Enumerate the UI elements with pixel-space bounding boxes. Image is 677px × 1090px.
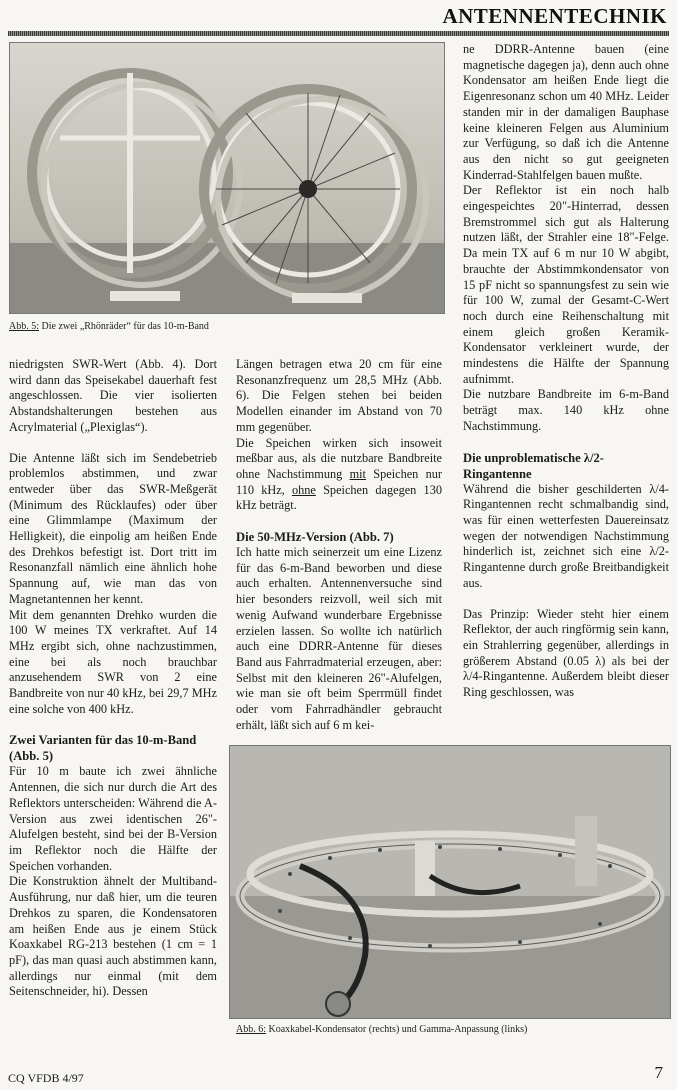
section-heading: Die 50-MHz-Version (Abb. 7): [236, 530, 394, 545]
text-run: Die Speichen wirken sich insoweit meßbar aus, als die nutzbare Bandbreite ohne Nachstimmung: [236, 435, 442, 481]
text-run: Speichen nur 110 kHz,: [236, 466, 442, 497]
paragraph: Ich hatte mich seinerzeit um eine Lizenz für das 6-m-Band beworben und diese auch erhalten. Antennenversuche sind hier besonders reizvoll, weil sich mit wenig Aufwand wunderbare Ergebnisse erzielen lassen. So wollte ich natürlich auch eine DDRR-Antenne für dieses Band aus Fahrradmaterial erzeugen, aber: Selbst mit den kleineren 26"-Alufelgen, wie man sie oft beim Sperrmüll findet oder vom Fahrradhändler gebraucht erhält, läßt sich auf 6 m kei-: [236, 545, 442, 732]
header-rule: [8, 31, 669, 36]
column-2: [236, 357, 442, 733]
paragraph: Die Konstruktion ähnelt der Multiband-Ausführung, nur daß hier, um die teuren Drehkos zu sparen, die Kondensatoren am heißen Ende aus je einem Stück Koaxkabel RG-213 bestehen (1 cm = 1 pF), das man quasi auch abstimmen kann, allerdings nur einmal (mit dem Seitenschneider, hi). Dessen: [9, 874, 217, 999]
underlined-word: mit: [349, 466, 366, 481]
figure-5-text: Die zwei „Rhönräder“ für das 10-m-Band: [39, 321, 209, 332]
figure-6-caption: [236, 1024, 527, 1035]
journal-issue: CQ VFDB 4/97: [8, 1071, 84, 1085]
paragraph: Die Antenne läßt sich im Sendebetrieb problemlos abstimmen, und zwar entweder über das SWR-Meßgerät (Minimum des Rücklaufes) oder über eine Glimmlampe (Maximum der Helligkeit), die einpolig am heißen Ende des Drehkos befestigt ist. Dort tritt im Resonanzfall nämlich eine ähnlich hohe Spannung auf, wie man das von Magnetantennen her kennt.: [9, 450, 217, 606]
column-1: [9, 357, 217, 1000]
section-title: ANTENNENTECHNIK: [442, 4, 667, 28]
paragraph: Längen betragen etwa 20 cm für eine Resonanzfrequenz um 28,5 MHz (Abb. 6). Die Felgen stehen bei beiden Modellen einander im Abstand von 70 mm gegenüber.: [236, 357, 442, 434]
figure-5-label: Abb. 5:: [9, 321, 39, 332]
page-number: 7: [654, 1063, 663, 1082]
figure-5-caption: [9, 321, 209, 332]
column-3: [463, 42, 669, 701]
paragraph: ne DDRR-Antenne bauen (eine magnetische dagegen ja), denn auch ohne Kondensator am heißen Ende liegt die Eigenresonanz schon um 40 MHz. Leider standen mir in der damaligen Bauphase keine kleineren Felgen aus Aluminium zur Verfügung, so daß ich die Antenne aus den nicht so gut geeigneten Kinderrad-Stahlfelgen bauen mußte.: [463, 42, 669, 182]
paragraph: Während die bisher geschilderten λ/4-Ringantennen recht schmalbandig sind, was für einen wetterfesten Dauereinsatz wegen der notwendigen Nachstimmung hinderlich ist, zeichnet sich eine λ/2-Ringantenne durch große Breitbandigkeit aus.: [463, 481, 669, 590]
paragraph: niedrigsten SWR-Wert (Abb. 4). Dort wird dann das Speisekabel dauerhaft fest angeschlossen. Die vier isolierten Abstandshalterungen bestehen aus Acrylmaterial („Plexiglas“).: [9, 357, 217, 434]
paragraph: [236, 436, 442, 515]
section-heading: Zwei Varianten für das 10-m-Band (Abb. 5): [9, 733, 197, 764]
paragraph: Für 10 m baute ich zwei ähnliche Antennen, die sich nur durch die Art des Reflektors unterscheiden: Während die A-Version aus zwei identischen 26"-Alufelgen besteht, sind bei der B-Version im Reflektor noch die Hälfte der Speichen vorhanden.: [9, 764, 217, 873]
text-run: Speichen dagegen 130 kHz beträgt.: [236, 482, 442, 513]
figure-6-label: Abb. 6:: [236, 1024, 266, 1035]
paragraph: Mit dem genannten Drehko wurden die 100 W meines TX verkraftet. Auf 14 MHz ergibt sich, ohne nachzustimmen, eine bei als noch brauchbar anzusehendem SWR von 2 eine Bandbreite von nur 40 kHz, bei 29,7 MHz eine solche von 400 kHz.: [9, 607, 217, 716]
figure-6-photo: [229, 745, 671, 1019]
section-heading: Die unproblematische λ/2-Ringantenne: [463, 450, 604, 481]
figure-6-text: Koaxkabel-Kondensator (rechts) und Gamma-Anpassung (links): [266, 1024, 528, 1035]
figure-5-photo: [9, 42, 445, 314]
underlined-word: ohne: [291, 482, 316, 497]
paragraph: Der Reflektor ist ein noch halb eingespeichtes 20"-Hinterrad, dessen Bremstrommel sich gut als Halterung nutzen läßt, der Strahler eine 18"-Felge. Da mein TX auf 6 m nur 10 W abgibt, brauchte der Abstimmkondensator von 15 pF nicht so spannungsfest zu sein wie für 100 W, zumal der Gesamt-C-Wert noch durch eine Reihenschaltung mit einem gleich großen Keramik-Kondensator verkleinert wurde, der mindestens die Hälfte der Spannung aufnimmt.: [463, 183, 669, 386]
paragraph: Das Prinzip: Wieder steht hier einem Reflektor, der auch ringförmig sein kann, ein Strahlerring gegenüber, allerdings in größerem Abstand (0.05 λ) als bei der λ/4-Ringantenne. Außerdem bleibt dieser Ring geschlossen, was: [463, 606, 669, 700]
paragraph: Die nutzbare Bandbreite im 6-m-Band beträgt max. 140 kHz ohne Nachstimmung.: [463, 387, 669, 433]
